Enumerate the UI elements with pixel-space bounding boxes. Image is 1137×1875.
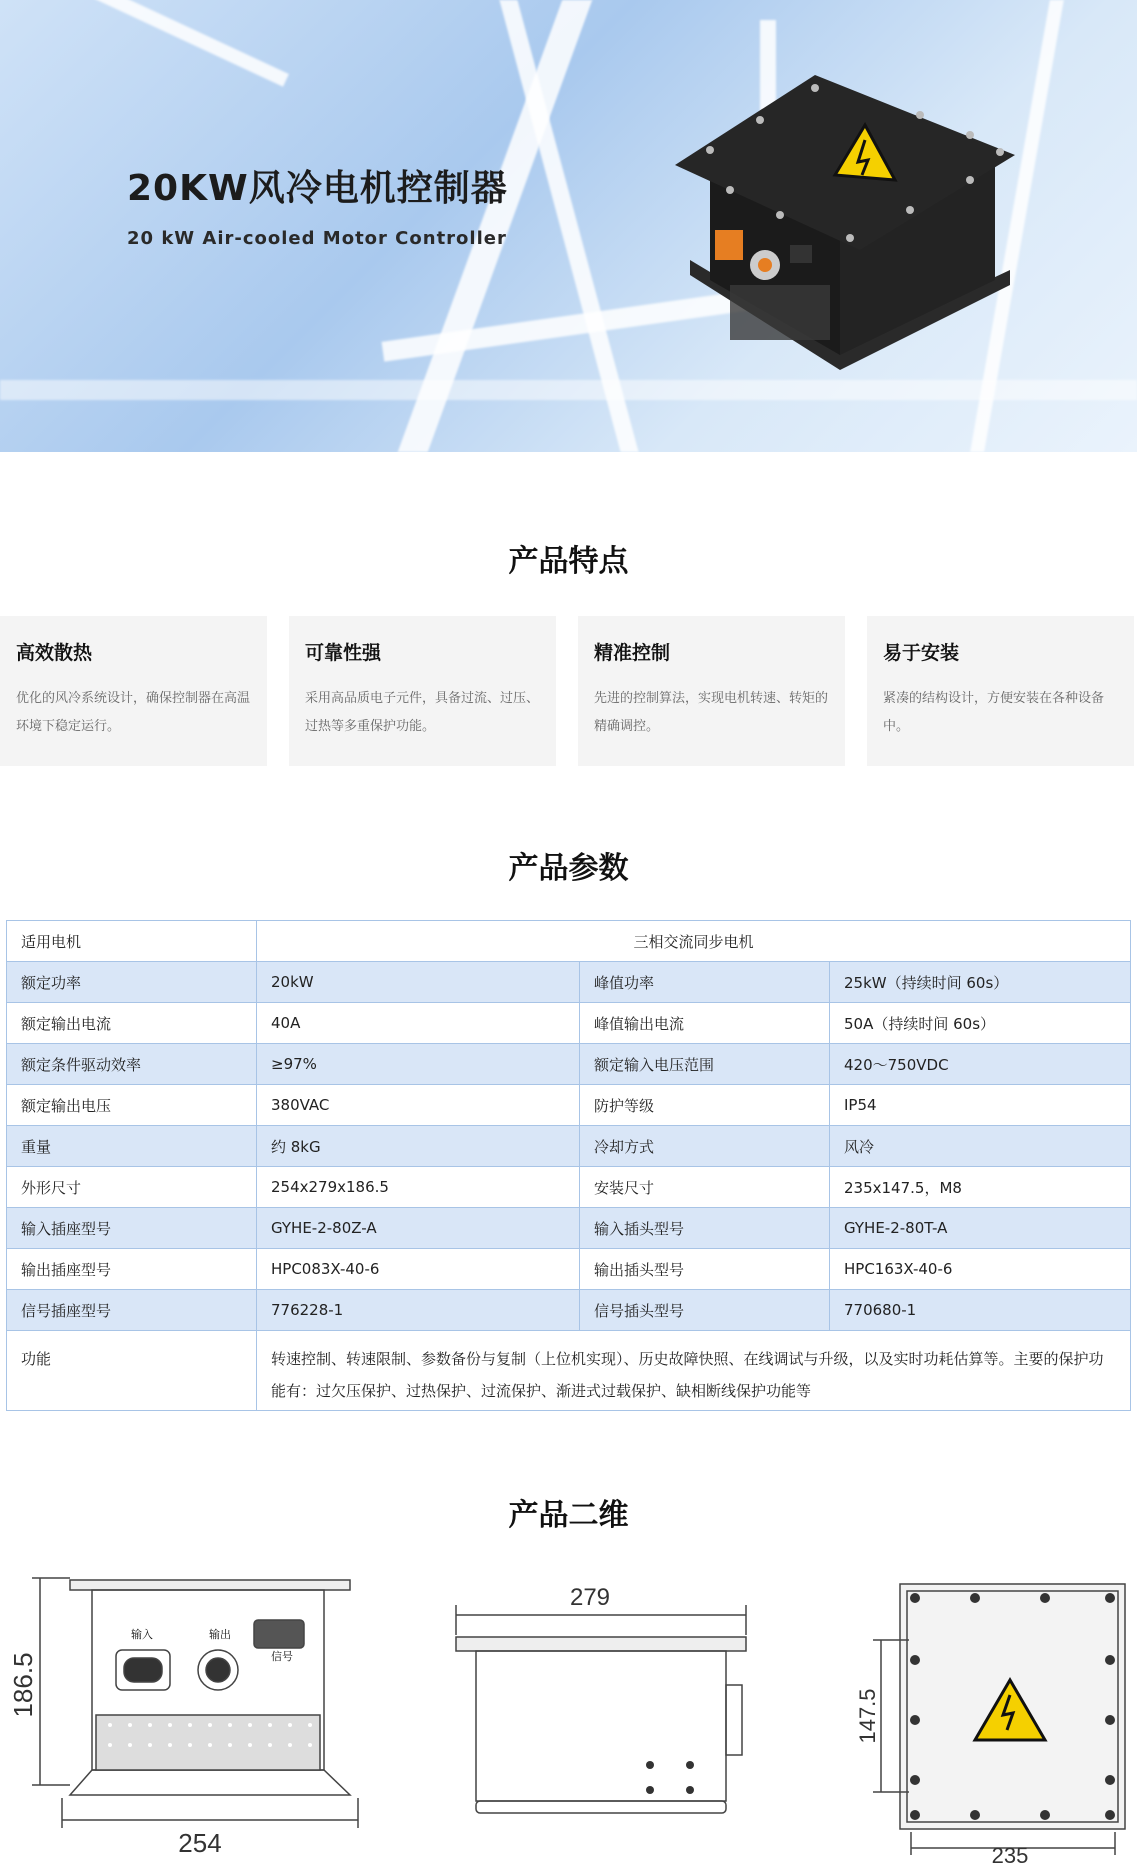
features-title: 产品特点	[508, 544, 629, 579]
front-view-drawing	[0, 1560, 370, 1860]
signal-label: 信号	[271, 1650, 293, 1663]
side-view-drawing	[440, 1575, 770, 1835]
dim-width: 254	[178, 1828, 222, 1858]
spec-label: 额定输入电压范围	[580, 1044, 830, 1085]
spec-value: 风冷	[830, 1126, 1131, 1167]
spec-label: 功能	[7, 1331, 257, 1411]
spec-label: 峰值功率	[580, 962, 830, 1003]
spec-label: 峰值输出电流	[580, 1003, 830, 1044]
spec-label: 信号插头型号	[580, 1290, 830, 1331]
table-row	[7, 1249, 1131, 1290]
spec-value: ≥97%	[257, 1044, 580, 1085]
spec-value: IP54	[830, 1085, 1131, 1126]
table-row	[7, 1085, 1131, 1126]
table-row	[7, 1044, 1131, 1085]
spec-label: 额定功率	[7, 962, 257, 1003]
spec-value: 25kW（持续时间 60s）	[830, 962, 1131, 1003]
specs-title: 产品参数	[508, 851, 629, 886]
table-row	[7, 1167, 1131, 1208]
table-row	[7, 1208, 1131, 1249]
feature-desc: 紧凑的结构设计，方便安装在各种设备中。	[883, 691, 1105, 734]
spec-value: 235x147.5，M8	[830, 1167, 1131, 1208]
page-title: 20KW风冷电机控制器	[127, 168, 508, 209]
feature-card	[867, 616, 1134, 766]
dim-width: 279	[569, 1584, 611, 1611]
spec-value: GYHE-2-80Z-A	[257, 1208, 580, 1249]
spec-label: 输出插头型号	[580, 1249, 830, 1290]
spec-value: HPC163X-40-6	[830, 1249, 1131, 1290]
table-row	[7, 1003, 1131, 1044]
spec-label: 额定条件驱动效率	[7, 1044, 257, 1085]
spec-value: GYHE-2-80T-A	[830, 1208, 1131, 1249]
feature-title: 高效散热	[16, 642, 93, 664]
spec-value: 254x279x186.5	[257, 1167, 580, 1208]
spec-label: 重量	[7, 1126, 257, 1167]
drawings-title: 产品二维	[508, 1498, 629, 1533]
spec-value: HPC083X-40-6	[257, 1249, 580, 1290]
output-label: 输出	[209, 1628, 231, 1641]
dim-height: 186.5	[8, 1652, 38, 1718]
feature-title: 可靠性强	[305, 642, 382, 664]
feature-desc: 先进的控制算法，实现电机转速、转矩的精确调控。	[594, 691, 829, 734]
spec-value: 770680-1	[830, 1290, 1131, 1331]
spec-value: 三相交流同步电机	[257, 921, 1131, 962]
spec-label: 额定输出电流	[7, 1003, 257, 1044]
spec-value: 420～750VDC	[830, 1044, 1131, 1085]
spec-value: 776228-1	[257, 1290, 580, 1331]
hero-banner	[0, 0, 1137, 452]
spec-label: 安装尺寸	[580, 1167, 830, 1208]
feature-title: 易于安装	[883, 642, 960, 664]
feature-desc: 采用高品质电子元件，具备过流、过压、过热等多重保护功能。	[305, 691, 540, 734]
spec-label: 额定输出电压	[7, 1085, 257, 1126]
spec-label: 输入插头型号	[580, 1208, 830, 1249]
spec-value: 约 8kG	[257, 1126, 580, 1167]
spec-label: 输入插座型号	[7, 1208, 257, 1249]
table-row	[7, 1290, 1131, 1331]
spec-label: 输出插座型号	[7, 1249, 257, 1290]
table-row	[7, 1331, 1131, 1411]
spec-value: 380VAC	[257, 1085, 580, 1126]
spec-label: 外形尺寸	[7, 1167, 257, 1208]
page-subtitle: 20 kW Air-cooled Motor Controller	[127, 228, 507, 249]
feature-title: 精准控制	[594, 642, 671, 664]
dim-width: 235	[991, 1843, 1029, 1865]
input-label: 输入	[131, 1628, 153, 1641]
feature-card	[578, 616, 845, 766]
feature-desc: 优化的风冷系统设计，确保控制器在高温环境下稳定运行。	[16, 691, 251, 734]
spec-label: 防护等级	[580, 1085, 830, 1126]
light-beam	[11, 0, 289, 87]
spec-table	[6, 920, 1131, 1411]
spec-value: 50A（持续时间 60s）	[830, 1003, 1131, 1044]
spec-label: 适用电机	[7, 921, 257, 962]
table-row	[7, 921, 1131, 962]
product-image	[670, 70, 1030, 410]
feature-card	[0, 616, 267, 766]
feature-card	[289, 616, 556, 766]
table-row	[7, 1126, 1131, 1167]
spec-value: 转速控制、转速限制、参数备份与复制（上位机实现）、历史故障快照、在线调试与升级，以及实时功耗估算等。主要的保护功能有：过欠压保护、过热保护、过流保护、渐进式过载保护、缺相断线保护功能等	[257, 1331, 1131, 1411]
features-list	[0, 616, 1137, 766]
table-row	[7, 962, 1131, 1003]
spec-value: 20kW	[257, 962, 580, 1003]
top-view-drawing	[845, 1580, 1135, 1865]
spec-label: 信号插座型号	[7, 1290, 257, 1331]
spec-value: 40A	[257, 1003, 580, 1044]
spec-label: 冷却方式	[580, 1126, 830, 1167]
dim-height: 147.5	[855, 1688, 880, 1744]
